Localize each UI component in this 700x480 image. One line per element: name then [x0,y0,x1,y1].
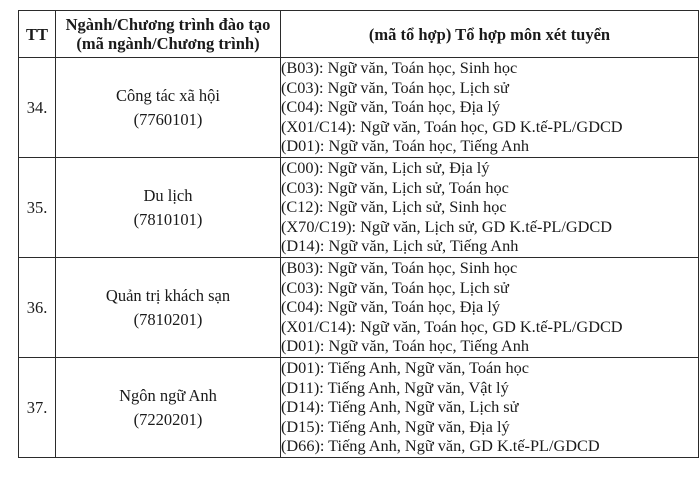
table-header [19,11,699,58]
combo-item: (C03): Ngữ văn, Lịch sử, Toán học [281,177,509,197]
combo-cell [281,258,699,358]
combo-item: (D01): Ngữ văn, Toán học, Tiếng Anh [281,336,529,356]
combo-item: (B03): Ngữ văn, Toán học, Sinh học [281,258,518,277]
combo-list [281,58,698,156]
program-code: (7220201) [133,409,203,429]
combo-item: (B03): Ngữ văn, Toán học, Sinh học [281,58,518,77]
header-combos: (mã tổ hợp) Tổ hợp môn xét tuyển [281,11,699,58]
header-program-line2: (mã ngành/Chương trình) [76,34,260,53]
row-number: 34. [19,58,56,158]
program-code: (7810201) [133,309,203,329]
admission-table [18,10,699,458]
program-name: Ngôn ngữ Anh [119,385,217,405]
row-number: 35. [19,158,56,258]
table-row [19,258,699,358]
table-row [19,58,699,158]
combo-item: (C03): Ngữ văn, Toán học, Lịch sử [281,277,509,297]
combo-item: (D14): Tiếng Anh, Ngữ văn, Lịch sử [281,397,519,417]
combo-item: (X70/C19): Ngữ văn, Lịch sử, GD K.tế-PL/GDCD [281,216,613,236]
combo-item: (C00): Ngữ văn, Lịch sử, Địa lý [281,158,490,177]
combo-item: (D01): Ngữ văn, Toán học, Tiếng Anh [281,136,529,156]
header-tt: TT [19,11,56,58]
combo-list [281,358,698,456]
header-program-line1: Ngành/Chương trình đào tạo [65,15,271,34]
program-cell [56,358,281,458]
row-number: 36. [19,258,56,358]
table-row [19,158,699,258]
program-code: (7760101) [133,109,203,129]
program-name: Công tác xã hội [115,85,221,105]
combo-item: (D11): Tiếng Anh, Ngữ văn, Vật lý [281,377,509,397]
program-code: (7810101) [133,209,203,229]
program-name: Du lịch [143,185,193,205]
combo-item: (C04): Ngữ văn, Toán học, Địa lý [281,297,501,317]
combo-cell [281,158,699,258]
combo-list [281,158,698,256]
combo-list [281,258,698,356]
combo-item: (C03): Ngữ văn, Toán học, Lịch sử [281,77,509,97]
program-cell [56,158,281,258]
combo-item: (D01): Tiếng Anh, Ngữ văn, Toán học [281,358,529,377]
header-program [56,11,281,58]
combo-item: (C12): Ngữ văn, Lịch sử, Sinh học [281,197,507,217]
combo-item: (D15): Tiếng Anh, Ngữ văn, Địa lý [281,416,510,436]
combo-cell [281,58,699,158]
combo-item: (D14): Ngữ văn, Lịch sử, Tiếng Anh [281,236,519,256]
row-number: 37. [19,358,56,458]
combo-item: (X01/C14): Ngữ văn, Toán học, GD K.tế-PL/GDCD [281,316,623,336]
combo-item: (D66): Tiếng Anh, Ngữ văn, GD K.tế-PL/GDCD [281,436,600,456]
program-cell [56,258,281,358]
table-row [19,358,699,458]
combo-cell [281,358,699,458]
combo-item: (X01/C14): Ngữ văn, Toán học, GD K.tế-PL/GDCD [281,116,623,136]
program-name: Quản trị khách sạn [105,285,231,305]
admission-table-page [18,10,698,480]
program-cell [56,58,281,158]
combo-item: (C04): Ngữ văn, Toán học, Địa lý [281,97,501,117]
